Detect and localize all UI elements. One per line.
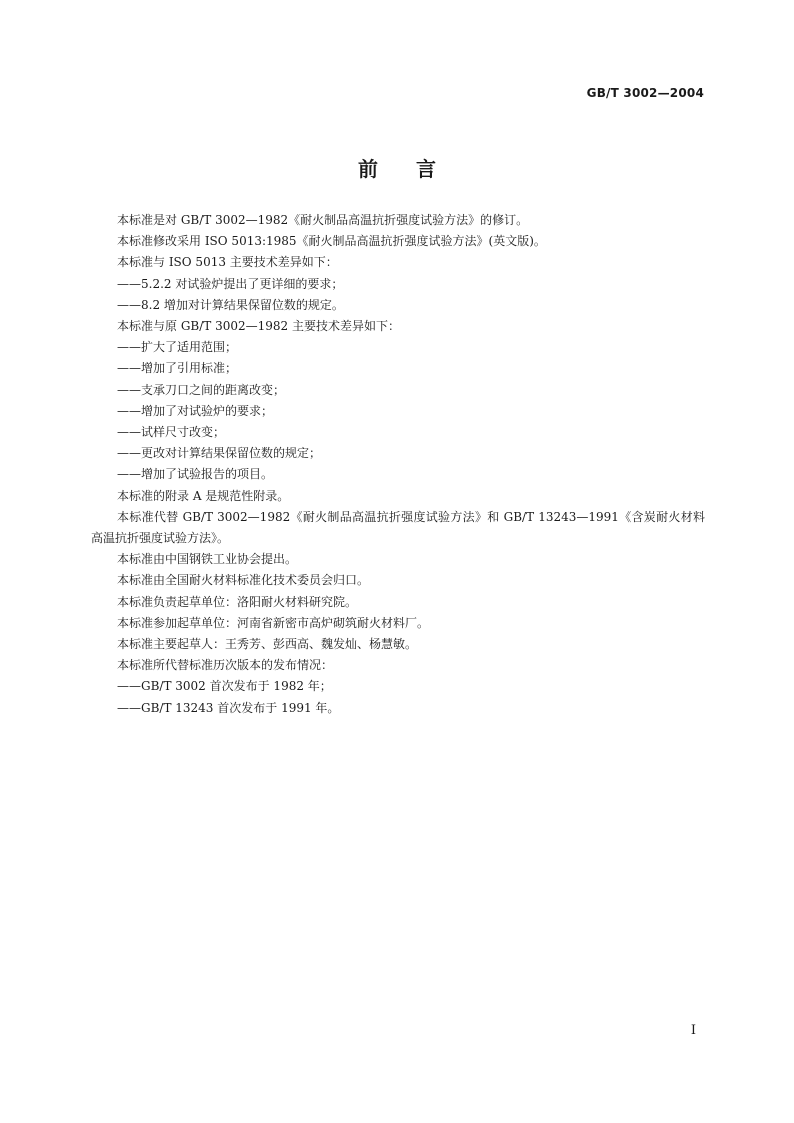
paragraph-appendix: 本标准的附录 A 是规范性附录。 [117, 488, 290, 503]
page-number: I [690, 1023, 696, 1038]
paragraph-revision: 本标准是对 GB/T 3002—1982《耐火制品高温抗折强度试验方法》的修订。 [117, 213, 529, 227]
paragraph-drafters: 本标准主要起草人：王秀芳、彭西高、魏发灿、杨慧敏。 [117, 637, 418, 652]
list-item: ——更改对计算结果保留位数的规定； [117, 446, 322, 461]
list-item: ——试样尺寸改变； [117, 425, 226, 440]
foreword-body [91, 210, 705, 719]
list-item: ——增加了对试验炉的要求； [117, 403, 274, 418]
standard-code: GB/T 3002—2004 [586, 86, 704, 100]
paragraph-iso-differences: 本标准与 ISO 5013 主要技术差异如下： [117, 255, 338, 270]
list-item: ——支承刀口之间的距离改变； [117, 382, 286, 397]
paragraph-history: 本标准所代替标准历次版本的发布情况： [117, 658, 334, 673]
list-item: ——GB/T 13243 首次发布于 1991 年。 [117, 700, 340, 715]
list-item: ——5.2.2 对试验炉提出了更详细的要求； [117, 276, 344, 291]
list-item: ——GB/T 3002 首次发布于 1982 年； [117, 679, 332, 694]
paragraph-drafting-unit: 本标准负责起草单位：洛阳耐火材料研究院。 [117, 594, 358, 609]
paragraph-proposed-by: 本标准由中国钢铁工业协会提出。 [117, 552, 298, 567]
list-item: ——增加了试验报告的项目。 [117, 467, 274, 482]
paragraph-original-differences: 本标准与原 GB/T 3002—1982 主要技术差异如下： [117, 319, 400, 334]
page-title: 前言 [358, 157, 474, 181]
paragraph-participating-unit: 本标准参加起草单位：河南省新密市高炉砌筑耐火材料厂。 [117, 615, 430, 630]
paragraph-adoption: 本标准修改采用 ISO 5013:1985《耐火制品高温抗折强度试验方法》(英文版)。 [117, 234, 546, 249]
paragraph-administered-by: 本标准由全国耐火材料标准化技术委员会归口。 [117, 573, 370, 588]
list-item: ——8.2 增加对计算结果保留位数的规定。 [117, 297, 344, 312]
paragraph-replaces: 本标准代替 GB/T 3002—1982《耐火制品高温抗折强度试验方法》和 GB/T 13243—1991《含炭耐火材料高温抗折强度试验方法》。 [91, 509, 705, 546]
list-item: ——扩大了适用范围； [117, 340, 238, 355]
list-item: ——增加了引用标准； [117, 361, 238, 376]
